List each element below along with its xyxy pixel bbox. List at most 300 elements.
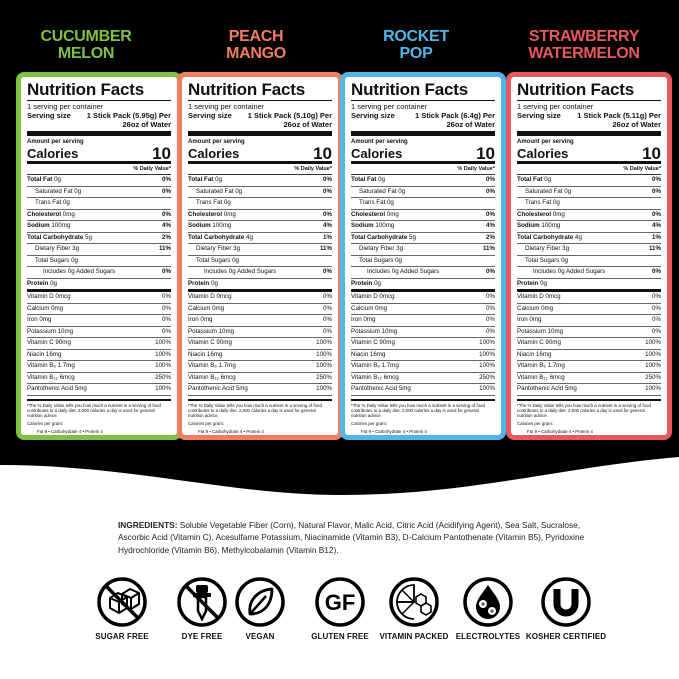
serving-size bbox=[351, 111, 495, 136]
calories-per-gram-values: Fat 9 • Carbohydrate 4 • Protein 4 bbox=[198, 428, 264, 434]
vitamin-name: Vitamin B₆ 1.7mg bbox=[188, 362, 236, 369]
vitamin-row bbox=[188, 350, 332, 362]
svg-text:GF: GF bbox=[324, 590, 356, 615]
calories-value: 10 bbox=[476, 144, 495, 163]
calories-per-gram-values: Fat 9 • Carbohydrate 4 • Protein 4 bbox=[361, 428, 427, 434]
vitamin-name: Calcium 0mg bbox=[27, 304, 64, 312]
vitamin-name: Vitamin B₁₂ 6mcg bbox=[27, 373, 75, 381]
vitamin-name: Vitamin C 90mg bbox=[188, 339, 232, 346]
vitamin-dv: 100% bbox=[155, 385, 171, 392]
nutrient-name: Saturated Fat 0g bbox=[359, 187, 406, 195]
vitamin-row bbox=[517, 384, 661, 396]
trans-fat-row bbox=[351, 198, 495, 210]
daily-value-header: % Daily Value* bbox=[351, 164, 495, 175]
vitamin-dv: 0% bbox=[486, 316, 495, 323]
vitamin-name: Pantothenic Acid 5mg bbox=[517, 385, 577, 392]
badge-electrolytes bbox=[446, 576, 530, 641]
vitamin-row bbox=[188, 292, 332, 304]
nutrient-dv: 4% bbox=[652, 222, 661, 229]
nutrient-dv: 0% bbox=[162, 187, 171, 195]
calories-per-gram-label: Calories per gram: bbox=[351, 421, 388, 427]
footnote: *The % Daily Value tells you how much a nutrient in a serving of food contributes to a daily diet. 2,000 calories a day is used for general nutrition advice. bbox=[351, 399, 495, 419]
vitamin-row bbox=[351, 350, 495, 362]
vitamin-dv: 100% bbox=[316, 339, 332, 346]
nutrient-dv: 0% bbox=[486, 268, 495, 275]
sodium-row bbox=[351, 221, 495, 233]
vitamin-dv: 0% bbox=[652, 304, 661, 312]
vitamin-name: Vitamin B₆ 1.7mg bbox=[27, 362, 75, 369]
badge-kosher bbox=[524, 576, 608, 641]
flavor-name bbox=[504, 28, 664, 62]
calories-row bbox=[351, 146, 495, 164]
added-sugars-row bbox=[188, 267, 332, 279]
vitamin-row bbox=[188, 384, 332, 396]
saturated-fat-row bbox=[351, 187, 495, 199]
vitamin-name: Niacin 16mg bbox=[188, 350, 223, 358]
vitamin-name: Potassium 10mg bbox=[188, 327, 235, 335]
trans-fat-row bbox=[188, 198, 332, 210]
sugars-row bbox=[27, 256, 171, 268]
nutrient-amount: 0g bbox=[50, 279, 57, 287]
vitamin-name: Niacin 16mg bbox=[351, 350, 386, 358]
nutrient-dv: 4% bbox=[162, 222, 171, 229]
vitamin-dv: 100% bbox=[316, 362, 332, 369]
vitamin-name: Vitamin C 90mg bbox=[351, 339, 395, 346]
nutrient-dv: 0% bbox=[323, 268, 332, 275]
vitamin-row bbox=[27, 361, 171, 373]
vitamin-row bbox=[517, 315, 661, 327]
nutrition-title: Nutrition Facts bbox=[517, 80, 661, 101]
vitamin-name: Potassium 10mg bbox=[517, 327, 564, 335]
cholesterol-row bbox=[27, 210, 171, 222]
calories-per-gram-values: Fat 9 • Carbohydrate 4 • Protein 4 bbox=[37, 428, 103, 434]
vitamin-row bbox=[517, 338, 661, 350]
nutrient-name: Sodium bbox=[27, 222, 50, 229]
vitamin-dv: 0% bbox=[323, 327, 332, 335]
vitamin-name: Vitamin B₁₂ 6mcg bbox=[351, 373, 399, 381]
vitamin-name: Pantothenic Acid 5mg bbox=[351, 385, 411, 392]
amount-per-serving: Amount per serving bbox=[517, 139, 574, 145]
vitamin-dv: 0% bbox=[486, 293, 495, 300]
nutrient-dv: 0% bbox=[323, 187, 332, 195]
vitamin-row bbox=[188, 315, 332, 327]
saturated-fat-row bbox=[517, 187, 661, 199]
vitamin-row bbox=[27, 292, 171, 304]
calories-label: Calories bbox=[351, 146, 403, 161]
serving-size-value: 1 Stick Pack (6.4g) Per 26oz of Water bbox=[414, 111, 495, 129]
serving-size bbox=[27, 111, 171, 136]
calories-row bbox=[188, 146, 332, 164]
vitamin-dv: 0% bbox=[323, 316, 332, 323]
serving-size-value: 1 Stick Pack (5.10g) Per 26oz of Water bbox=[247, 111, 332, 129]
vitamin-row bbox=[351, 384, 495, 396]
vitamin-dv: 100% bbox=[479, 362, 495, 369]
nutrition-title: Nutrition Facts bbox=[27, 80, 171, 101]
vitamin-row bbox=[517, 373, 661, 385]
vitamin-name: Iron 0mg bbox=[188, 316, 213, 323]
nutrient-amount: 0g bbox=[215, 176, 222, 183]
nutrient-dv: 0% bbox=[652, 210, 661, 218]
nutrient-dv: 0% bbox=[323, 210, 332, 218]
vitamin-name: Pantothenic Acid 5mg bbox=[27, 385, 87, 392]
nutrient-name: Cholesterol bbox=[351, 210, 386, 218]
nutrient-name: Total Carbohydrate bbox=[188, 233, 245, 241]
nutrient-name: Total Fat bbox=[27, 176, 53, 183]
badge-label: ELECTROLYTES bbox=[455, 632, 521, 641]
nutrient-name: Includes 0g Added Sugars bbox=[367, 268, 440, 275]
citrus-molecule-icon bbox=[388, 576, 440, 628]
vitamin-row bbox=[517, 304, 661, 316]
flavor-name-line2: MELON bbox=[57, 45, 115, 62]
flavor-name-line1: ROCKET bbox=[383, 28, 449, 45]
vitamin-name: Iron 0mg bbox=[351, 316, 376, 323]
nutrient-name: Includes 0g Added Sugars bbox=[533, 268, 606, 275]
badge-label: VITAMIN PACKED bbox=[379, 632, 449, 641]
vitamin-row bbox=[517, 361, 661, 373]
vitamin-name: Vitamin B₁₂ 6mcg bbox=[517, 373, 565, 381]
nutrition-label bbox=[345, 77, 501, 435]
vitamin-dv: 0% bbox=[162, 293, 171, 300]
badge-sugar-free bbox=[80, 576, 164, 641]
vitamin-name: Vitamin B₁₂ 6mcg bbox=[188, 373, 236, 381]
total-fat-row bbox=[517, 175, 661, 187]
vitamin-row bbox=[351, 338, 495, 350]
fiber-row bbox=[27, 244, 171, 256]
calories-label: Calories bbox=[27, 146, 79, 161]
nutrition-label bbox=[182, 77, 338, 435]
vitamin-dv: 0% bbox=[162, 316, 171, 323]
nutrient-name: Total Carbohydrate bbox=[27, 233, 84, 241]
svg-text:+: + bbox=[480, 601, 486, 609]
nutrient-name: Protein bbox=[351, 279, 373, 287]
nutrition-panel bbox=[340, 72, 506, 440]
nutrient-name: Protein bbox=[517, 279, 539, 287]
vitamin-dv: 100% bbox=[316, 350, 332, 358]
flavor-name-line2: WATERMELON bbox=[528, 45, 640, 62]
vitamin-row bbox=[188, 361, 332, 373]
flavor-name-line1: STRAWBERRY bbox=[528, 28, 640, 45]
nutrient-name: Includes 0g Added Sugars bbox=[204, 268, 277, 275]
serving-size bbox=[517, 111, 661, 136]
badge-label: VEGAN bbox=[245, 632, 275, 641]
trans-fat-row bbox=[27, 198, 171, 210]
vitamin-row bbox=[27, 315, 171, 327]
vitamin-dv: 100% bbox=[645, 362, 661, 369]
vitamin-name: Niacin 16mg bbox=[517, 350, 552, 358]
trans-fat-row bbox=[517, 198, 661, 210]
flavor-name-line2: POP bbox=[399, 45, 433, 62]
nutrient-name: Total Fat bbox=[517, 176, 543, 183]
badge-gluten-free bbox=[298, 576, 382, 641]
nutrient-name: Trans Fat 0g bbox=[196, 199, 231, 206]
sugar-cube-crossed-icon bbox=[96, 576, 148, 628]
vitamin-dv: 0% bbox=[323, 293, 332, 300]
ingredients-block bbox=[118, 519, 588, 556]
nutrient-amount: 0g bbox=[378, 176, 385, 183]
nutrient-name: Total Carbohydrate bbox=[351, 233, 408, 241]
nutrient-name: Total Sugars 0g bbox=[525, 256, 568, 264]
nutrition-title: Nutrition Facts bbox=[351, 80, 495, 101]
protein-row bbox=[188, 279, 332, 293]
serving-size-value: 1 Stick Pack (5.11g) Per 26oz of Water bbox=[577, 111, 661, 129]
vitamin-dv: 250% bbox=[155, 373, 171, 381]
daily-value-header: % Daily Value* bbox=[188, 164, 332, 175]
protein-row bbox=[351, 279, 495, 293]
protein-row bbox=[27, 279, 171, 293]
nutrition-label bbox=[511, 77, 667, 435]
vitamin-dv: 0% bbox=[486, 304, 495, 312]
vitamin-name: Calcium 0mg bbox=[351, 304, 388, 312]
badge-label: KOSHER CERTIFIED bbox=[525, 632, 607, 641]
nutrient-name: Total Fat bbox=[351, 176, 377, 183]
calories-per-gram-values: Fat 9 • Carbohydrate 4 • Protein 4 bbox=[527, 428, 593, 434]
nutrient-name: Total Sugars 0g bbox=[35, 256, 78, 264]
total-carb-row bbox=[517, 233, 661, 245]
nutrient-name: Dietary Fiber 3g bbox=[196, 245, 241, 252]
nutrient-dv: 11% bbox=[158, 245, 171, 252]
calories-value: 10 bbox=[152, 144, 171, 163]
servings-per-container: 1 serving per container bbox=[27, 102, 104, 111]
vitamin-row bbox=[351, 361, 495, 373]
amount-per-serving: Amount per serving bbox=[27, 139, 84, 145]
added-sugars-row bbox=[517, 267, 661, 279]
nutrient-name: Dietary Fiber 3g bbox=[525, 245, 570, 252]
total-carb-row bbox=[351, 233, 495, 245]
vitamin-row bbox=[27, 304, 171, 316]
flavor-name-line1: PEACH bbox=[228, 28, 284, 45]
vitamin-dv: 0% bbox=[652, 293, 661, 300]
nutrient-dv: 11% bbox=[482, 245, 495, 252]
nutrient-amount: 0g bbox=[54, 176, 61, 183]
vitamin-dv: 100% bbox=[155, 350, 171, 358]
added-sugars-row bbox=[351, 267, 495, 279]
sodium-row bbox=[188, 221, 332, 233]
nutrient-dv: 11% bbox=[648, 245, 661, 252]
vitamin-dv: 250% bbox=[645, 373, 661, 381]
vitamin-name: Vitamin C 90mg bbox=[27, 339, 71, 346]
nutrient-amount: 4g bbox=[575, 233, 582, 241]
sodium-row bbox=[27, 221, 171, 233]
amount-per-serving: Amount per serving bbox=[188, 139, 245, 145]
vitamin-row bbox=[27, 350, 171, 362]
serving-size-label: Serving size bbox=[517, 111, 561, 120]
leaf-icon bbox=[234, 576, 286, 628]
nutrient-dv: 0% bbox=[652, 268, 661, 275]
nutrition-label bbox=[21, 77, 177, 435]
calories-value: 10 bbox=[313, 144, 332, 163]
added-sugars-row bbox=[27, 267, 171, 279]
vitamin-row bbox=[517, 350, 661, 362]
sugars-row bbox=[351, 256, 495, 268]
calories-row bbox=[27, 146, 171, 164]
badge-label: GLUTEN FREE bbox=[311, 632, 369, 641]
vitamin-name: Vitamin B₆ 1.7mg bbox=[517, 362, 565, 369]
nutrient-dv: 0% bbox=[162, 268, 171, 275]
flavor-name-line2: MANGO bbox=[226, 45, 286, 62]
nutrient-amount: 5g bbox=[85, 233, 92, 241]
nutrient-name: Sodium bbox=[517, 222, 540, 229]
nutrient-name: Dietary Fiber 3g bbox=[359, 245, 404, 252]
protein-row bbox=[517, 279, 661, 293]
vitamin-name: Vitamin D 0mcg bbox=[517, 293, 561, 300]
footnote: *The % Daily Value tells you how much a nutrient in a serving of food contributes to a daily diet. 2,000 calories a day is used for general nutrition advice. bbox=[27, 399, 171, 419]
vitamin-name: Vitamin D 0mcg bbox=[351, 293, 395, 300]
sodium-row bbox=[517, 221, 661, 233]
nutrient-amount: 0g bbox=[540, 279, 547, 287]
vitamin-dv: 100% bbox=[645, 339, 661, 346]
flavor-name bbox=[176, 28, 336, 62]
nutrient-name: Trans Fat 0g bbox=[525, 199, 560, 206]
nutrient-name: Cholesterol bbox=[188, 210, 223, 218]
nutrient-dv: 0% bbox=[162, 176, 171, 183]
vitamin-name: Calcium 0mg bbox=[517, 304, 554, 312]
vitamin-row bbox=[351, 292, 495, 304]
calories-label: Calories bbox=[188, 146, 240, 161]
daily-value-header: % Daily Value* bbox=[517, 164, 661, 175]
nutrient-amount: 4g bbox=[246, 233, 253, 241]
vitamin-dv: 100% bbox=[479, 339, 495, 346]
vitamin-name: Niacin 16mg bbox=[27, 350, 62, 358]
vitamin-row bbox=[27, 384, 171, 396]
nutrient-amount: 100mg bbox=[212, 222, 232, 229]
vitamin-dv: 0% bbox=[162, 304, 171, 312]
svg-text:+: + bbox=[489, 608, 495, 616]
total-fat-row bbox=[27, 175, 171, 187]
fiber-row bbox=[188, 244, 332, 256]
nutrient-name: Includes 0g Added Sugars bbox=[43, 268, 116, 275]
nutrient-name: Sodium bbox=[188, 222, 211, 229]
sugars-row bbox=[517, 256, 661, 268]
calories-per-gram-label: Calories per gram: bbox=[517, 421, 554, 427]
nutrient-dv: 0% bbox=[486, 210, 495, 218]
nutrient-name: Saturated Fat 0g bbox=[196, 187, 243, 195]
nutrient-dv: 0% bbox=[652, 176, 661, 183]
nutrient-amount: 0g bbox=[374, 279, 381, 287]
total-fat-row bbox=[188, 175, 332, 187]
fiber-row bbox=[517, 244, 661, 256]
flavor-name bbox=[336, 28, 496, 62]
vitamin-row bbox=[517, 292, 661, 304]
sugars-row bbox=[188, 256, 332, 268]
nutrient-dv: 0% bbox=[652, 187, 661, 195]
cholesterol-row bbox=[351, 210, 495, 222]
fiber-row bbox=[351, 244, 495, 256]
nutrient-name: Saturated Fat 0g bbox=[35, 187, 82, 195]
nutrient-amount: 0mg bbox=[386, 210, 399, 218]
calories-value: 10 bbox=[642, 144, 661, 163]
nutrient-amount: 5g bbox=[409, 233, 416, 241]
vitamin-name: Potassium 10mg bbox=[27, 327, 74, 335]
amount-per-serving: Amount per serving bbox=[351, 139, 408, 145]
servings-per-container: 1 serving per container bbox=[351, 102, 428, 111]
nutrient-amount: 0mg bbox=[552, 210, 565, 218]
vitamin-dv: 100% bbox=[645, 350, 661, 358]
calories-per-gram-label: Calories per gram: bbox=[27, 421, 64, 427]
vitamin-name: Vitamin D 0mcg bbox=[188, 293, 232, 300]
nutrient-dv: 2% bbox=[486, 233, 495, 241]
nutrient-dv: 0% bbox=[162, 210, 171, 218]
nutrient-name: Saturated Fat 0g bbox=[525, 187, 572, 195]
vitamin-dv: 0% bbox=[486, 327, 495, 335]
vitamin-dv: 0% bbox=[652, 316, 661, 323]
vitamin-dv: 0% bbox=[323, 304, 332, 312]
nutrient-dv: 0% bbox=[486, 187, 495, 195]
nutrient-name: Total Fat bbox=[188, 176, 214, 183]
nutrition-panel bbox=[506, 72, 672, 440]
vitamin-dv: 100% bbox=[316, 385, 332, 392]
nutrient-dv: 4% bbox=[323, 222, 332, 229]
nutrient-amount: 100mg bbox=[375, 222, 395, 229]
vitamin-name: Calcium 0mg bbox=[188, 304, 225, 312]
servings-per-container: 1 serving per container bbox=[517, 102, 594, 111]
nutrient-amount: 0g bbox=[544, 176, 551, 183]
vitamin-name: Iron 0mg bbox=[517, 316, 542, 323]
nutrient-dv: 0% bbox=[323, 176, 332, 183]
badge-label: SUGAR FREE bbox=[95, 632, 149, 641]
saturated-fat-row bbox=[188, 187, 332, 199]
vitamin-dv: 100% bbox=[479, 385, 495, 392]
servings-per-container: 1 serving per container bbox=[188, 102, 265, 111]
nutrient-dv: 2% bbox=[162, 233, 171, 241]
serving-size-label: Serving size bbox=[351, 111, 395, 120]
nutrient-name: Total Sugars 0g bbox=[359, 256, 402, 264]
calories-per-gram-label: Calories per gram: bbox=[188, 421, 225, 427]
nutrient-name: Total Sugars 0g bbox=[196, 256, 239, 264]
saturated-fat-row bbox=[27, 187, 171, 199]
ingredients-text: Soluble Vegetable Fiber (Corn), Natural Flavor, Malic Acid, Citric Acid (Acidifying Agent), Sea Salt, Sucralose, Ascorbic Acid (Vitamin C), Acesulfame Potassium, Niacinamide (Vitamin B3), D-Calcium Pantothenate (Vitamin B5), Pyridoxine Hydrochloride (Vitamin B6), Methylcobalamin (Vitamin B12). bbox=[118, 520, 585, 555]
nutrient-dv: 4% bbox=[486, 222, 495, 229]
nutrient-name: Trans Fat 0g bbox=[35, 199, 70, 206]
total-carb-row bbox=[27, 233, 171, 245]
nutrient-dv: 1% bbox=[652, 233, 661, 241]
vitamin-row bbox=[188, 327, 332, 339]
vitamin-dv: 100% bbox=[645, 385, 661, 392]
kosher-u-icon bbox=[540, 576, 592, 628]
nutrient-name: Cholesterol bbox=[517, 210, 552, 218]
vitamin-name: Vitamin D 0mcg bbox=[27, 293, 71, 300]
badge-vegan bbox=[218, 576, 302, 641]
total-fat-row bbox=[351, 175, 495, 187]
ingredients-heading: INGREDIENTS: bbox=[118, 520, 178, 530]
cholesterol-row bbox=[517, 210, 661, 222]
nutrient-name: Protein bbox=[27, 279, 49, 287]
vitamin-dv: 0% bbox=[162, 327, 171, 335]
vitamin-row bbox=[27, 373, 171, 385]
serving-size bbox=[188, 111, 332, 136]
footnote: *The % Daily Value tells you how much a nutrient in a serving of food contributes to a daily diet. 2,000 calories a day is used for general nutrition advice. bbox=[517, 399, 661, 419]
calories-label: Calories bbox=[517, 146, 569, 161]
vitamin-name: Pantothenic Acid 5mg bbox=[188, 385, 248, 392]
serving-size-value: 1 Stick Pack (5.95g) Per 26oz of Water bbox=[86, 111, 171, 129]
nutrient-name: Cholesterol bbox=[27, 210, 62, 218]
vitamin-row bbox=[351, 304, 495, 316]
badge-vitamin-packed bbox=[372, 576, 456, 641]
vitamin-row bbox=[351, 315, 495, 327]
vitamin-row bbox=[27, 327, 171, 339]
vitamin-name: Vitamin B₆ 1.7mg bbox=[351, 362, 399, 369]
electrolyte-drop-icon bbox=[462, 576, 514, 628]
vitamin-dv: 250% bbox=[479, 373, 495, 381]
vitamin-row bbox=[351, 373, 495, 385]
vitamin-dv: 100% bbox=[155, 339, 171, 346]
nutrition-panel bbox=[16, 72, 182, 440]
vitamin-row bbox=[351, 327, 495, 339]
nutrient-amount: 100mg bbox=[541, 222, 561, 229]
vitamin-row bbox=[188, 338, 332, 350]
vitamin-dv: 100% bbox=[155, 362, 171, 369]
vitamin-name: Potassium 10mg bbox=[351, 327, 398, 335]
nutrient-name: Total Carbohydrate bbox=[517, 233, 574, 241]
